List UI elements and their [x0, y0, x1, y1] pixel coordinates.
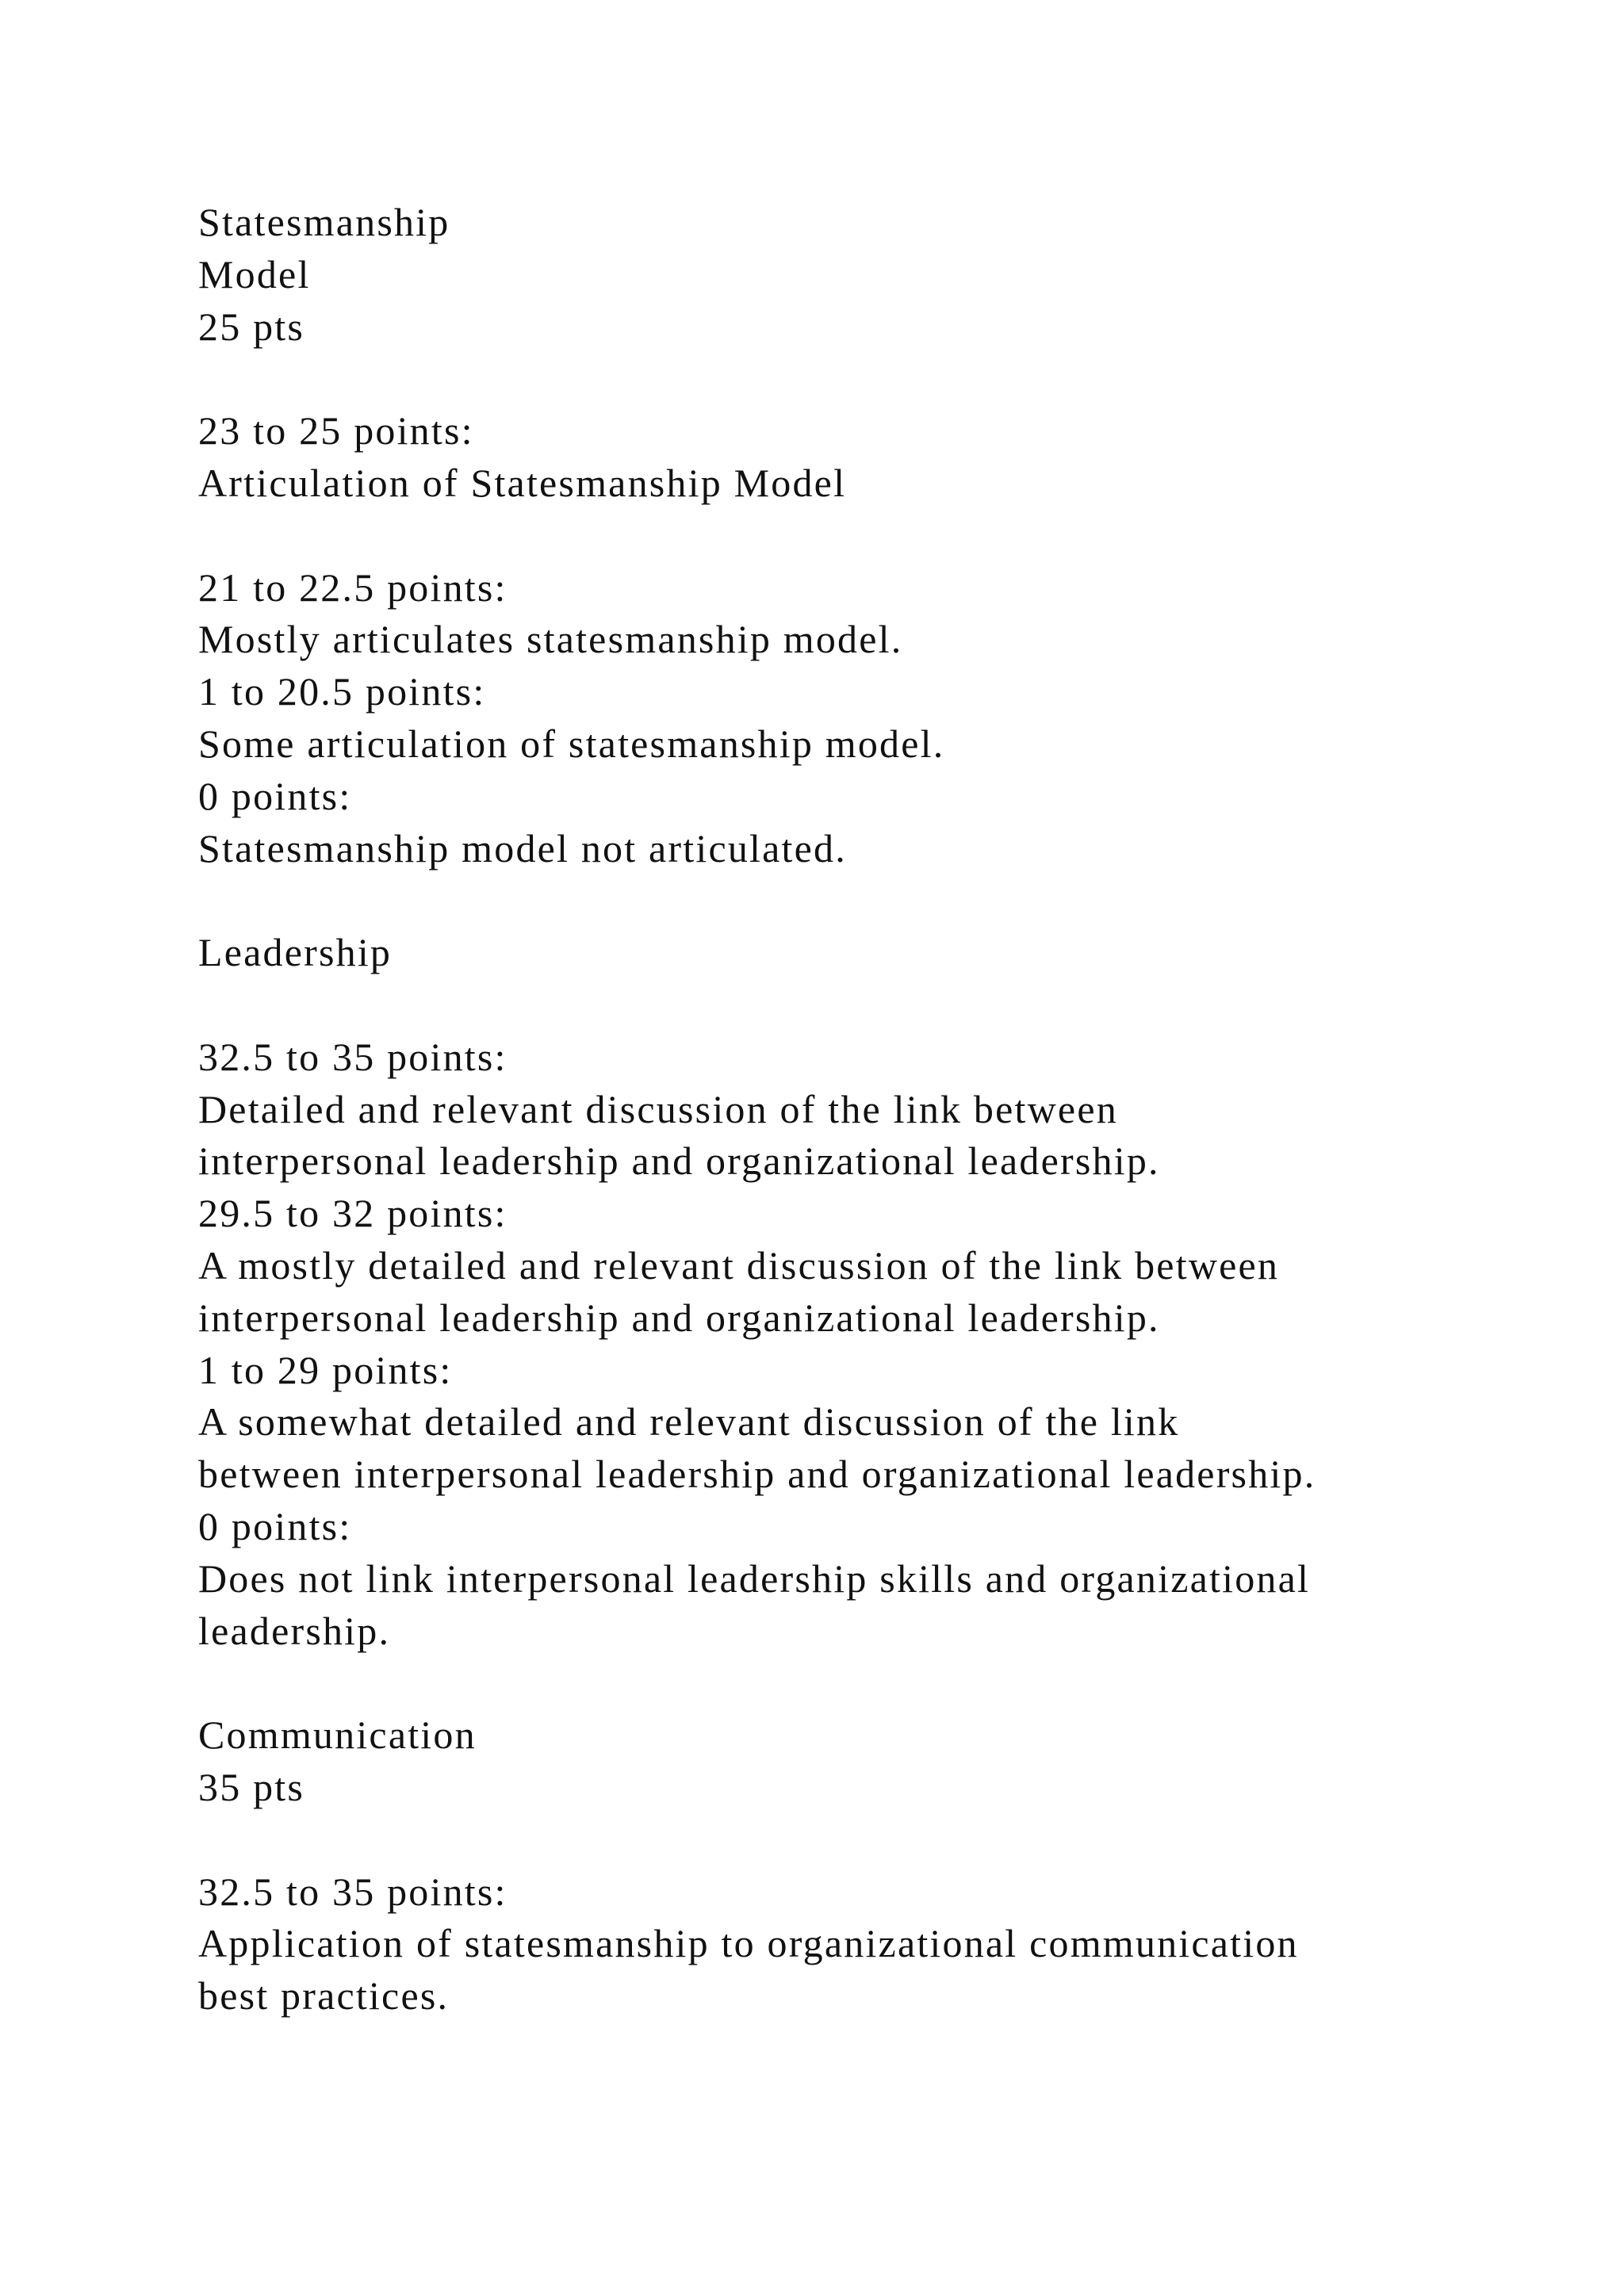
rating-range: 1 to 20.5 points: [198, 669, 486, 714]
rating-range: 21 to 22.5 points: [198, 564, 508, 610]
rating-range: 0 points: [198, 1503, 352, 1548]
blank-line [198, 1657, 1499, 1709]
rating-description: Application of statesmanship to organizational communication [198, 1921, 1299, 1966]
rating-range: 29.5 to 32 points: [198, 1191, 508, 1236]
rating-description: interpersonal leadership and organizational leadership. [198, 1138, 1160, 1184]
document-body [198, 197, 1499, 2022]
rating-description: best practices. [198, 1973, 450, 2019]
rating-range: 23 to 25 points: [198, 408, 474, 453]
criterion-title: Leadership [198, 930, 393, 975]
rating-description: leadership. [198, 1608, 391, 1653]
criterion-points: 35 pts [198, 1764, 305, 1809]
blank-line [198, 510, 1499, 562]
rating-description: interpersonal leadership and organizational leadership. [198, 1295, 1160, 1340]
rating-description: A mostly detailed and relevant discussion of the link between [198, 1242, 1280, 1288]
rating-description: Mostly articulates statesmanship model. [198, 617, 903, 662]
criterion-title: Communication [198, 1712, 477, 1758]
blank-line [198, 353, 1499, 405]
criterion-points: 25 pts [198, 304, 305, 349]
blank-line [198, 979, 1499, 1031]
rating-description: Some articulation of statesmanship model. [198, 721, 945, 766]
rating-range: 32.5 to 35 points: [198, 1869, 508, 1914]
criterion-title: Model [198, 251, 311, 297]
rating-range: 0 points: [198, 773, 352, 818]
rating-description: Articulation of Statesmanship Model [198, 460, 847, 505]
blank-line [198, 874, 1499, 927]
rating-range: 1 to 29 points: [198, 1347, 453, 1392]
blank-line [198, 1814, 1499, 1866]
rating-description: A somewhat detailed and relevant discussion of the link [198, 1399, 1180, 1445]
rating-description: Does not link interpersonal leadership skills and organizational [198, 1556, 1311, 1601]
rating-description: Detailed and relevant discussion of the link between [198, 1086, 1118, 1131]
rating-range: 32.5 to 35 points: [198, 1034, 508, 1079]
rating-description: between interpersonal leadership and organizational leadership. [198, 1452, 1316, 1497]
rating-description: Statesmanship model not articulated. [198, 825, 847, 871]
criterion-title: Statesmanship [198, 200, 450, 244]
